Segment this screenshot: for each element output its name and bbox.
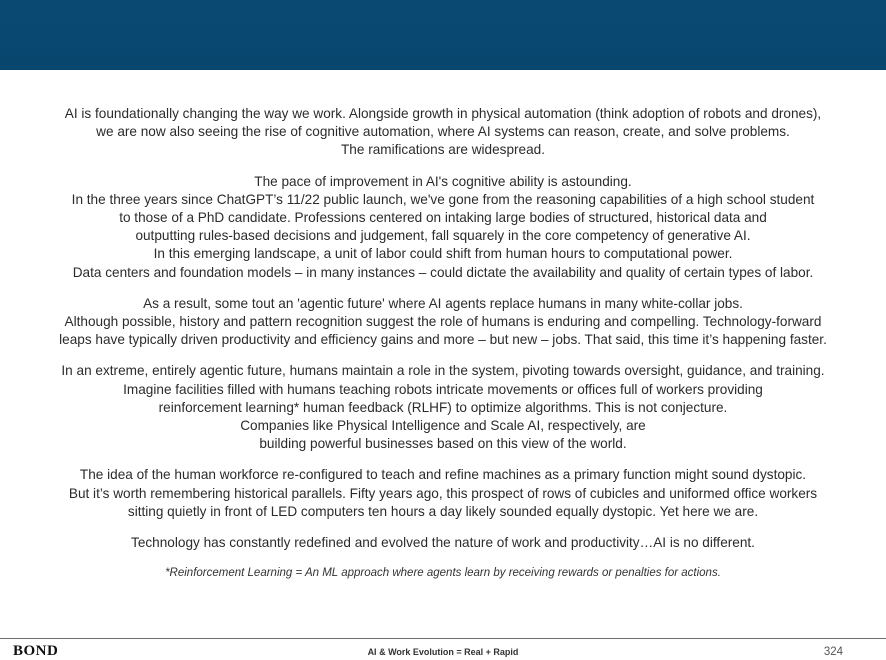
text-line: sitting quietly in front of LED computers ten hours a day likely sounded equally dystopic. Yet here we are. [127,503,759,519]
text-line: we are now also seeing the rise of cognitive automation, where AI systems can reason, create, and solve problems. [96,124,790,140]
text-line: As a result, some tout an 'agentic future' where AI agents replace humans in many white-collar jobs. [143,295,743,311]
brand-logo: BOND [13,643,59,659]
text-line: reinforcement learning* human feedback (RLHF) to optimize algorithms. This is not conjecture. [158,399,728,415]
slide-body [10,105,876,581]
text-line: In an extreme, entirely agentic future, humans maintain a role in the system, pivoting towards oversight, guidance, and training. [61,363,825,379]
text-line: Data centers and foundation models – in many instances – could dictate the availability and quality of certain types of labor. [72,264,814,280]
text-line: The idea of the human workforce re-configured to teach and refine machines as a primary function might sound dystopic. [79,467,807,483]
text-line: In the three years since ChatGPT’s 11/22 public launch, we've gone from the reasoning capabilities of a high school student [71,191,815,207]
text-line: building powerful businesses based on this view of the world. [259,436,627,452]
paragraph [10,534,876,552]
paragraph [10,466,876,521]
footer-divider [0,638,886,639]
text-line: AI is foundationally changing the way we work. Alongside growth in physical automation (think adoption of robots and drones), [64,106,822,121]
text-line: Imagine facilities filled with humans teaching robots intricate movements or offices full of workers providing [123,381,763,397]
text-line: Companies like Physical Intelligence and Scale AI, respectively, are [240,418,646,434]
text-line: leaps have typically driven productivity and efficiency gains and more – but new – jobs. That said, this time it’s happening faster. [59,332,827,348]
text-line: In this emerging landscape, a unit of labor could shift from human hours to computational power. [153,246,733,262]
footnote: *Reinforcement Learning = An ML approach where agents learn by receiving rewards or penalties for actions. [165,567,721,580]
text-line: Technology has constantly redefined and evolved the nature of work and productivity…AI is no different. [131,535,755,551]
text-line: But it’s worth remembering historical parallels. Fifty years ago, this prospect of rows of cubicles and uniformed office workers [68,485,818,501]
text-line: outputting rules-based decisions and judgement, fall squarely in the core competency of generative AI. [135,228,751,244]
text-line: The ramifications are widespread. [341,142,545,158]
text-line: The pace of improvement in AI's cognitive ability is astounding. [254,173,632,189]
footer-title: AI & Work Evolution = Real + Rapid [367,647,519,657]
paragraph [10,362,876,453]
paragraph [10,295,876,350]
header-bar [0,0,886,70]
text-line: Although possible, history and pattern recognition suggest the role of humans is enduring and compelling. Technology-forward [64,314,822,330]
page-number: 324 [823,646,843,658]
text-line: to those of a PhD candidate. Professions centered on intaking large bodies of structured, historical data and [119,210,767,226]
paragraph [10,105,876,160]
paragraph [10,173,876,282]
